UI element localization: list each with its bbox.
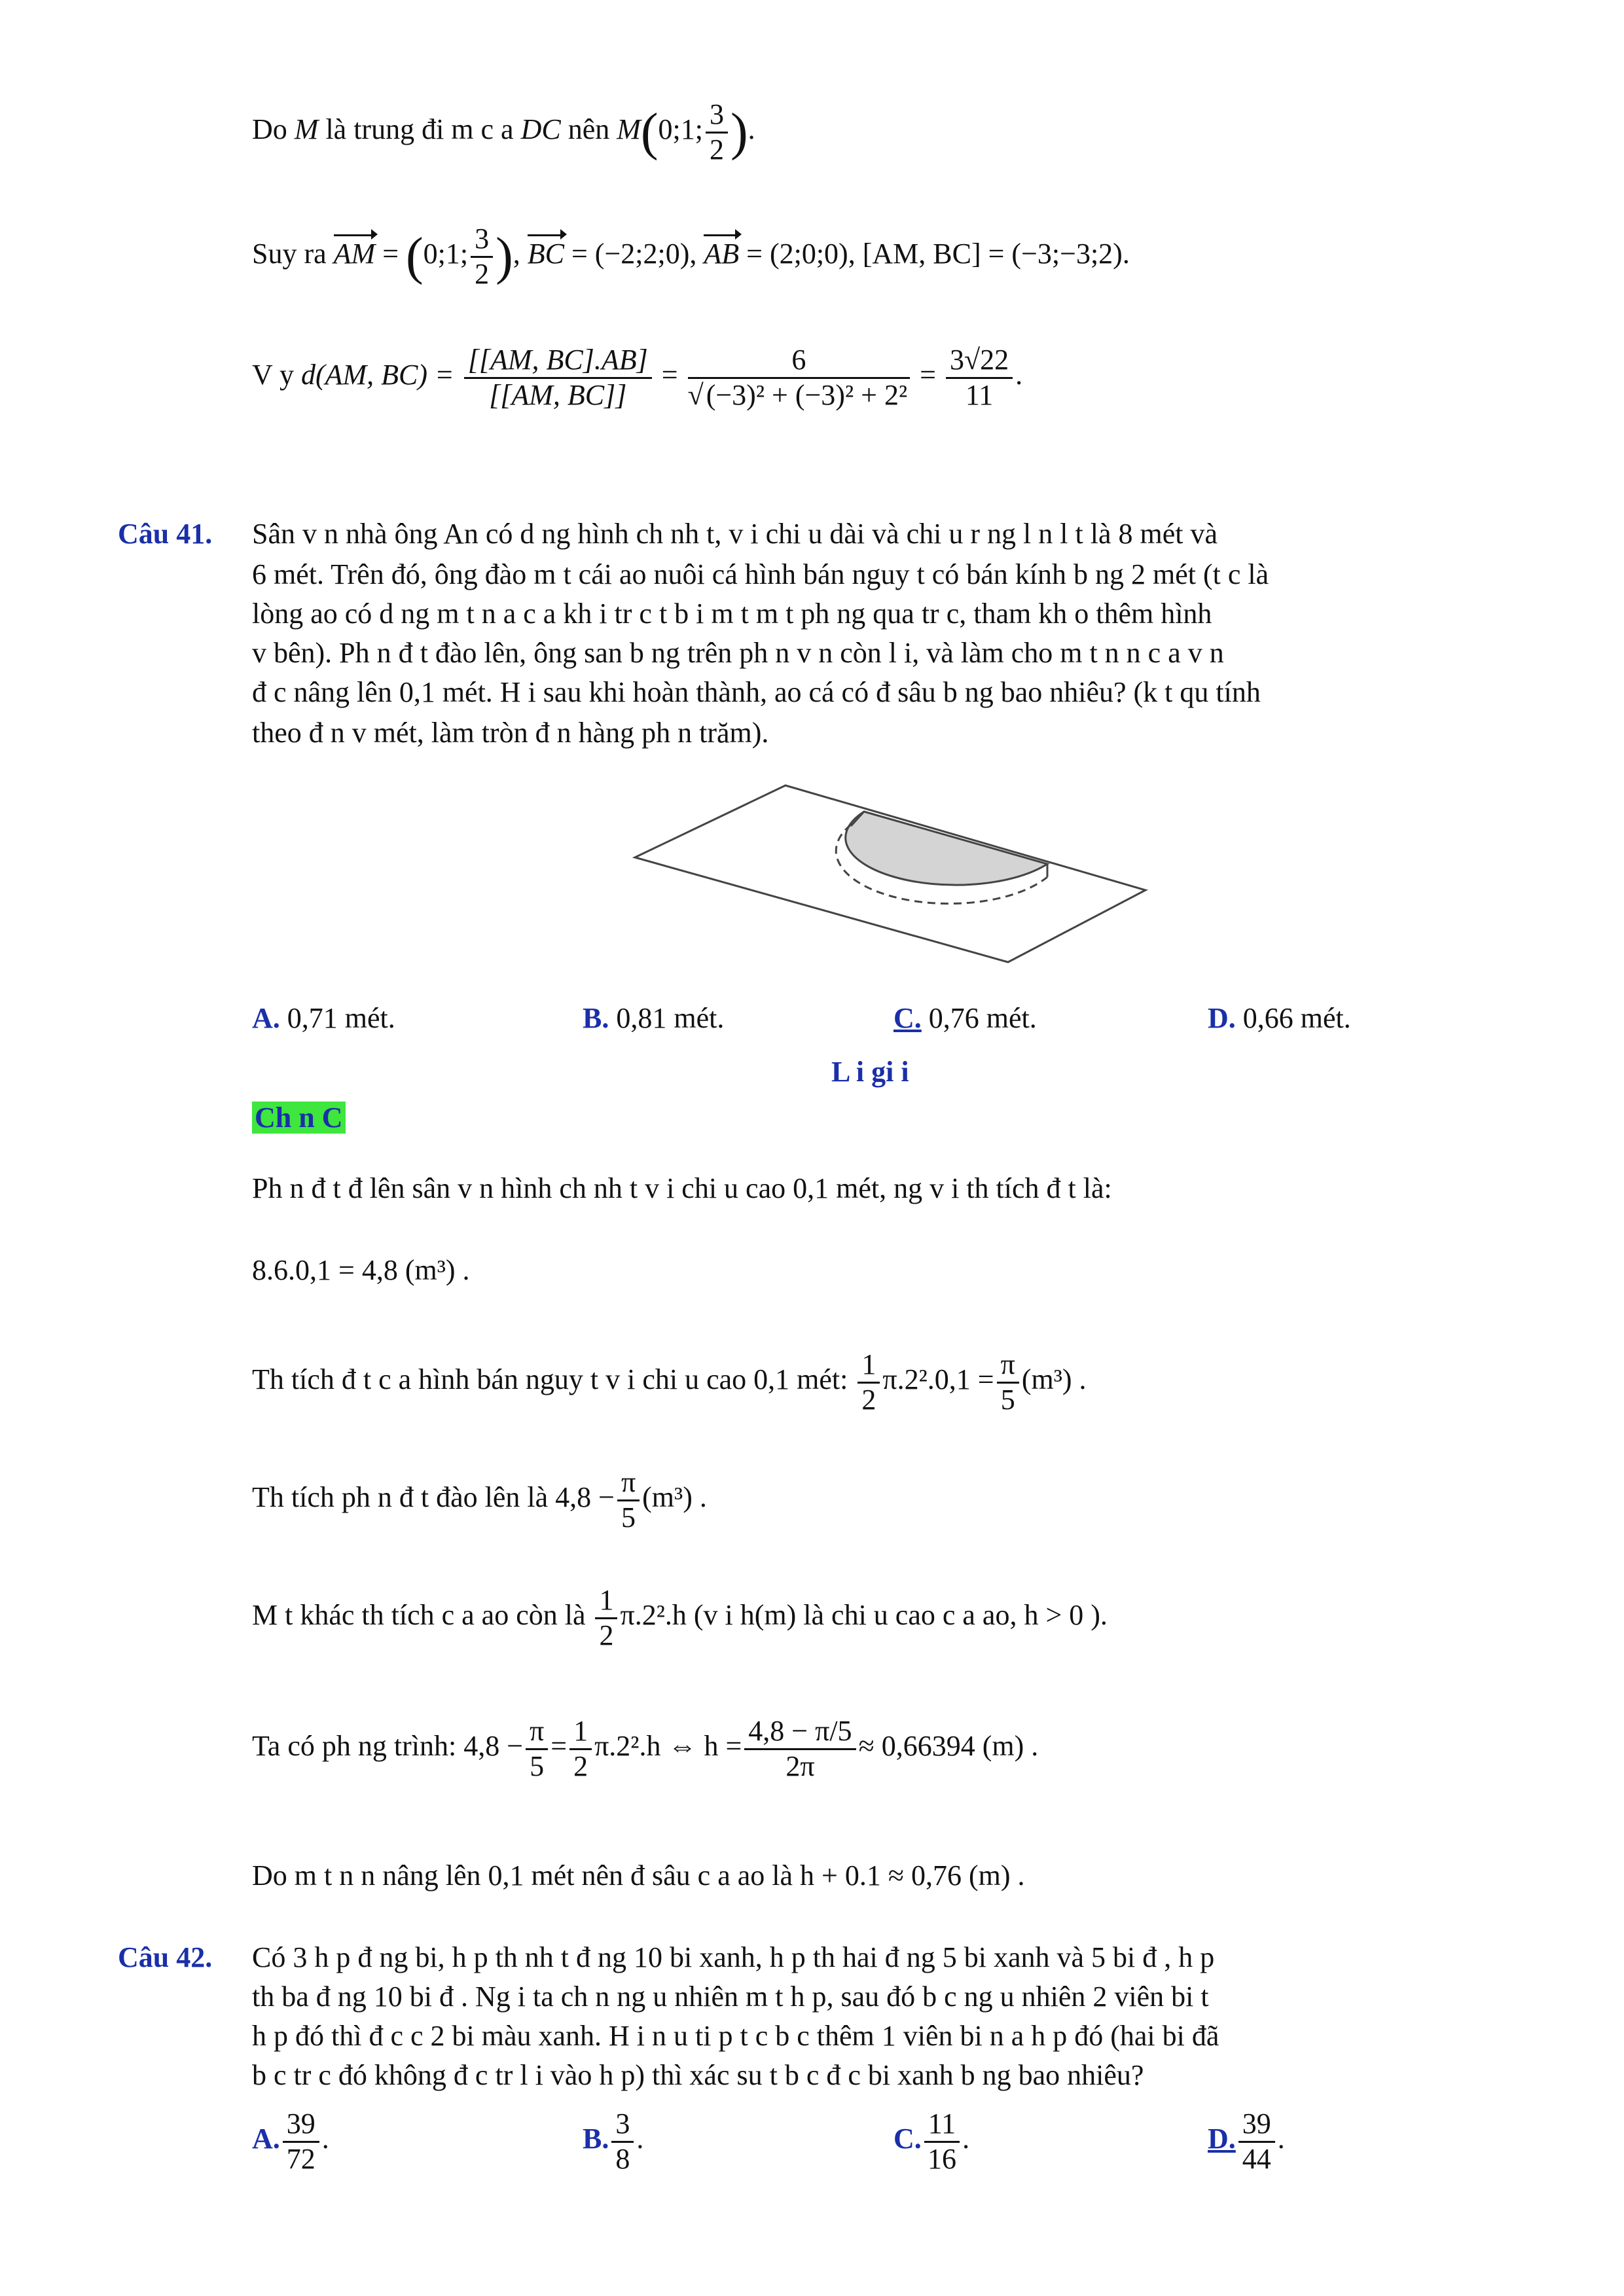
q42-option-c[interactable]: C. $\frac{11}{16}$ . [893,2108,970,2175]
q41-text-5: đ c nâng lên 0,1 mét. H i sau khi hoàn thành, ao cá có đ sâu b ng bao nhiêu? (k t qu tính [252,676,1261,708]
q42-text-2: th ba đ ng 10 bi đ . Ng i ta ch n ng u nhiên m t h p, sau đó b c ng u nhiên 2 viên bi t [252,1981,1209,2013]
question-42-label: Câu 42. [118,1941,213,1973]
q41-text-6: theo đ n v mét, làm tròn đ n hàng ph n trăm). [252,717,769,749]
q42-option-b[interactable]: B. $\frac{3}{8}$ . [583,2108,644,2175]
q42-text-1: Có 3 h p đ ng bi, h p th nh t đ ng 10 bi xanh, h p th hai đ ng 5 bi xanh và 5 bi đ , h p [252,1941,1215,1973]
solution-line-6: Ta có ph ng trình: 4,8 − $\frac{\pi}{5}$ = $\frac{1}{2}$ π.2².h ⇔ h = $\frac{4,8 - \pi/5}{2\pi}$ ≈ 0,66394 (m) . [252,1715,1039,1782]
question-41-label: Câu 41. [118,518,213,550]
chosen-answer: Ch n C [252,1101,346,1136]
line-midpoint: Do M là trung đi m c a DC nên M(0;1; $\frac{3}{2}$ ). [252,98,755,166]
q42-option-a[interactable]: A. $\frac{39}{72}$ . [252,2108,329,2175]
solution-title: L i gi i [831,1056,909,1088]
line-distance: V y d(AM, BC) = $\frac{[[AM, BC].AB]}{[[AM, BC]]}$ = $\frac{6}{\text{√(−3)² + (−3)² + 2²}}$ = $\frac{3√22}{11}$ . [252,344,1023,411]
solution-line-3: Th tích đ t c a hình bán nguy t v i chi u cao 0,1 mét: $\frac{1}{2}$ π.2².0,1 = $\frac{\pi}{5}$ (m³) . [252,1348,1087,1416]
solution-line-2: 8.6.0,1 = 4,8 (m³) . [252,1254,470,1286]
q41-option-c[interactable]: C. 0,76 mét. [893,1002,1037,1034]
line-vectors: Suy ra AM = (0;1; $\frac{3}{2}$ ), BC = (−2;2;0), AB = (2;0;0), [AM, BC] = (−3;−3;2). [252,223,1130,290]
q42-option-d[interactable]: D. $\frac{39}{44}$ . [1208,2108,1285,2175]
solution-line-1: Ph n đ t đ lên sân v n hình ch nh t v i chi u cao 0,1 mét, ng v i th tích đ t là: [252,1172,1112,1204]
q41-option-b[interactable]: B. 0,81 mét. [583,1002,725,1034]
q41-text-3: lòng ao có d ng m t n a c a kh i tr c t b i m t m t ph ng qua tr c, tham kh o thêm hình [252,598,1212,630]
pond-surface [846,812,1047,885]
q41-text-2: 6 mét. Trên đó, ông đào m t cái ao nuôi cá hình bán nguy t có bán kính b ng 2 mét (t c là [252,558,1269,590]
pond-figure [628,766,1152,975]
q41-option-d[interactable]: D. 0,66 mét. [1208,1002,1351,1034]
q41-text-1: Sân v n nhà ông An có d ng hình ch nh t, v i chi u dài và chi u r ng l n l t là 8 mét và [252,518,1218,550]
solution-line-4: Th tích ph n đ t đào lên là 4,8 − $\frac{\pi}{5}$ (m³) . [252,1466,707,1534]
solution-line-5: M t khác th tích c a ao còn là $\frac{1}{2}$ π.2².h (v i h(m) là chi u cao c a ao, h > 0 ). [252,1584,1108,1651]
q42-text-4: b c tr c đó không đ c tr l i vào h p) thì xác su t b c đ c bi xanh b ng bao nhiêu? [252,2059,1144,2091]
q41-text-4: v bên). Ph n đ t đào lên, ông san b ng trên ph n v n còn l i, và làm cho m t n n c a v n [252,637,1224,669]
q42-text-3: h p đó thì đ c c 2 bi màu xanh. H i n u ti p t c b c thêm 1 viên bi n a h p đó (hai bi đã [252,2020,1219,2052]
solution-line-7: Do m t n n nâng lên 0,1 mét nên đ sâu c a ao là h + 0.1 ≈ 0,76 (m) . [252,1859,1025,1892]
q41-option-a[interactable]: A. 0,71 mét. [252,1002,395,1034]
